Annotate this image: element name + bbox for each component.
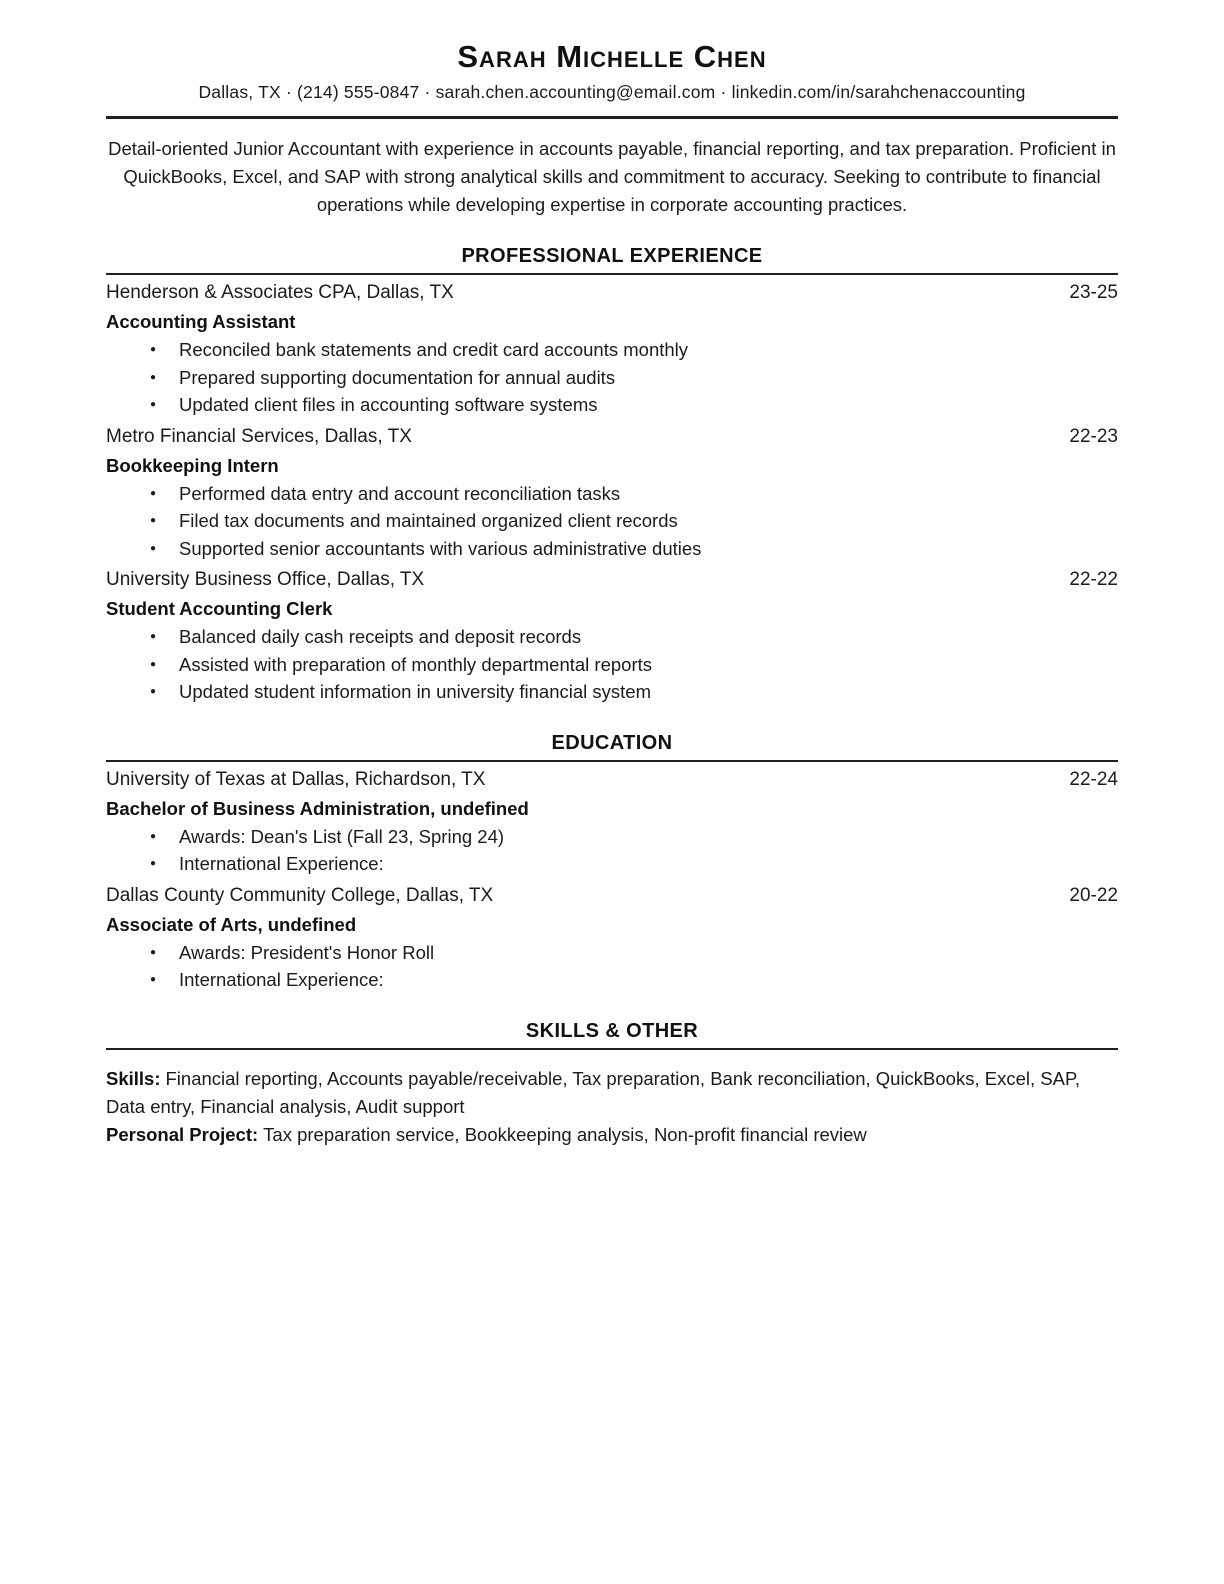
bullet-item: ● Reconciled bank statements and credit card accounts monthly bbox=[106, 336, 1118, 364]
section-education-header bbox=[106, 732, 1118, 762]
entry-dates: 22-23 bbox=[1069, 425, 1118, 447]
contact-line: Dallas, TX · (214) 555-0847 · sarah.chen.accounting@email.com · linkedin.com/in/sarahchenaccounting bbox=[198, 82, 1026, 103]
experience-entry bbox=[106, 565, 1118, 706]
section-skills bbox=[106, 1020, 1118, 1149]
personal-project-label: Personal Project: bbox=[106, 1123, 259, 1145]
entry-dates: 20-22 bbox=[1069, 884, 1118, 906]
bullet-list bbox=[106, 939, 1118, 994]
bullet-item: ● Supported senior accountants with various administrative duties bbox=[106, 535, 1118, 563]
org-name: Henderson & Associates CPA, Dallas, TX bbox=[106, 282, 454, 304]
bullet-item: ● Updated client files in accounting software systems bbox=[106, 391, 1118, 419]
skills-body bbox=[106, 1065, 1118, 1149]
education-entry bbox=[106, 765, 1118, 878]
skills-label: Skills: bbox=[106, 1067, 161, 1089]
section-experience bbox=[106, 245, 1118, 706]
section-experience-header bbox=[106, 245, 1118, 275]
bullet-item: ● International Experience: bbox=[106, 966, 1118, 994]
bullet-item: ● Updated student information in university financial system bbox=[106, 678, 1118, 706]
entry-header bbox=[106, 881, 1118, 910]
school-name: University of Texas at Dallas, Richardson, TX bbox=[106, 768, 486, 790]
bullet-list bbox=[106, 480, 1118, 563]
entry-header bbox=[106, 765, 1118, 794]
bullet-list bbox=[106, 823, 1118, 878]
bullet-item: ● Balanced daily cash receipts and deposit records bbox=[106, 623, 1118, 651]
entry-header bbox=[106, 422, 1118, 451]
entry-header bbox=[106, 278, 1118, 307]
entry-dates: 22-24 bbox=[1069, 768, 1118, 790]
org-name: University Business Office, Dallas, TX bbox=[106, 569, 425, 591]
bullet-item: ● Awards: Dean's List (Fall 23, Spring 24) bbox=[106, 823, 1118, 851]
degree-title: Bachelor of Business Administration, undefined bbox=[106, 797, 529, 819]
degree-title: Associate of Arts, undefined bbox=[106, 913, 357, 935]
bullet-item: ● Prepared supporting documentation for annual audits bbox=[106, 364, 1118, 392]
resume-header bbox=[106, 40, 1118, 119]
entry-dates: 23-25 bbox=[1069, 282, 1118, 304]
section-education bbox=[106, 732, 1118, 994]
entry-dates: 22-22 bbox=[1069, 569, 1118, 591]
bullet-list bbox=[106, 623, 1118, 706]
job-title: Accounting Assistant bbox=[106, 311, 296, 333]
bullet-item: ● Assisted with preparation of monthly departmental reports bbox=[106, 651, 1118, 679]
section-skills-header bbox=[106, 1020, 1118, 1050]
summary-paragraph: Detail-oriented Junior Accountant with experience in accounts payable, financial reporting, and tax preparation. Proficient in QuickBooks, Excel, and SAP with strong analytical skills and commitment to accuracy. Seeking to contribute to financial operations while developing expertise in corporate accounting practices. bbox=[108, 138, 1116, 216]
bullet-item: ● Filed tax documents and maintained organized client records bbox=[106, 507, 1118, 535]
section-title-skills: SKILLS & OTHER bbox=[525, 1019, 699, 1042]
job-title: Student Accounting Clerk bbox=[106, 598, 333, 620]
section-title-experience: PROFESSIONAL EXPERIENCE bbox=[461, 245, 763, 268]
org-name: Metro Financial Services, Dallas, TX bbox=[106, 425, 412, 447]
skills-line bbox=[106, 1065, 1118, 1121]
bullet-item: ● Awards: President's Honor Roll bbox=[106, 939, 1118, 967]
section-title-education: EDUCATION bbox=[551, 731, 673, 754]
job-title: Bookkeeping Intern bbox=[106, 454, 279, 476]
skills-text: Financial reporting, Accounts payable/receivable, Tax preparation, Bank reconciliation, QuickBooks, Excel, SAP, Data entry, Financial analysis, Audit support bbox=[106, 1067, 1081, 1117]
bullet-list bbox=[106, 336, 1118, 419]
entry-header bbox=[106, 565, 1118, 594]
personal-project-line bbox=[106, 1121, 1118, 1149]
candidate-name: Sarah Michelle Chen bbox=[457, 39, 767, 74]
bullet-item: ● International Experience: bbox=[106, 850, 1118, 878]
education-entry bbox=[106, 881, 1118, 994]
experience-entry bbox=[106, 422, 1118, 563]
bullet-item: ● Performed data entry and account reconciliation tasks bbox=[106, 480, 1118, 508]
school-name: Dallas County Community College, Dallas, TX bbox=[106, 884, 494, 906]
personal-project-text: Tax preparation service, Bookkeeping analysis, Non-profit financial review bbox=[263, 1123, 867, 1145]
experience-entry bbox=[106, 278, 1118, 419]
